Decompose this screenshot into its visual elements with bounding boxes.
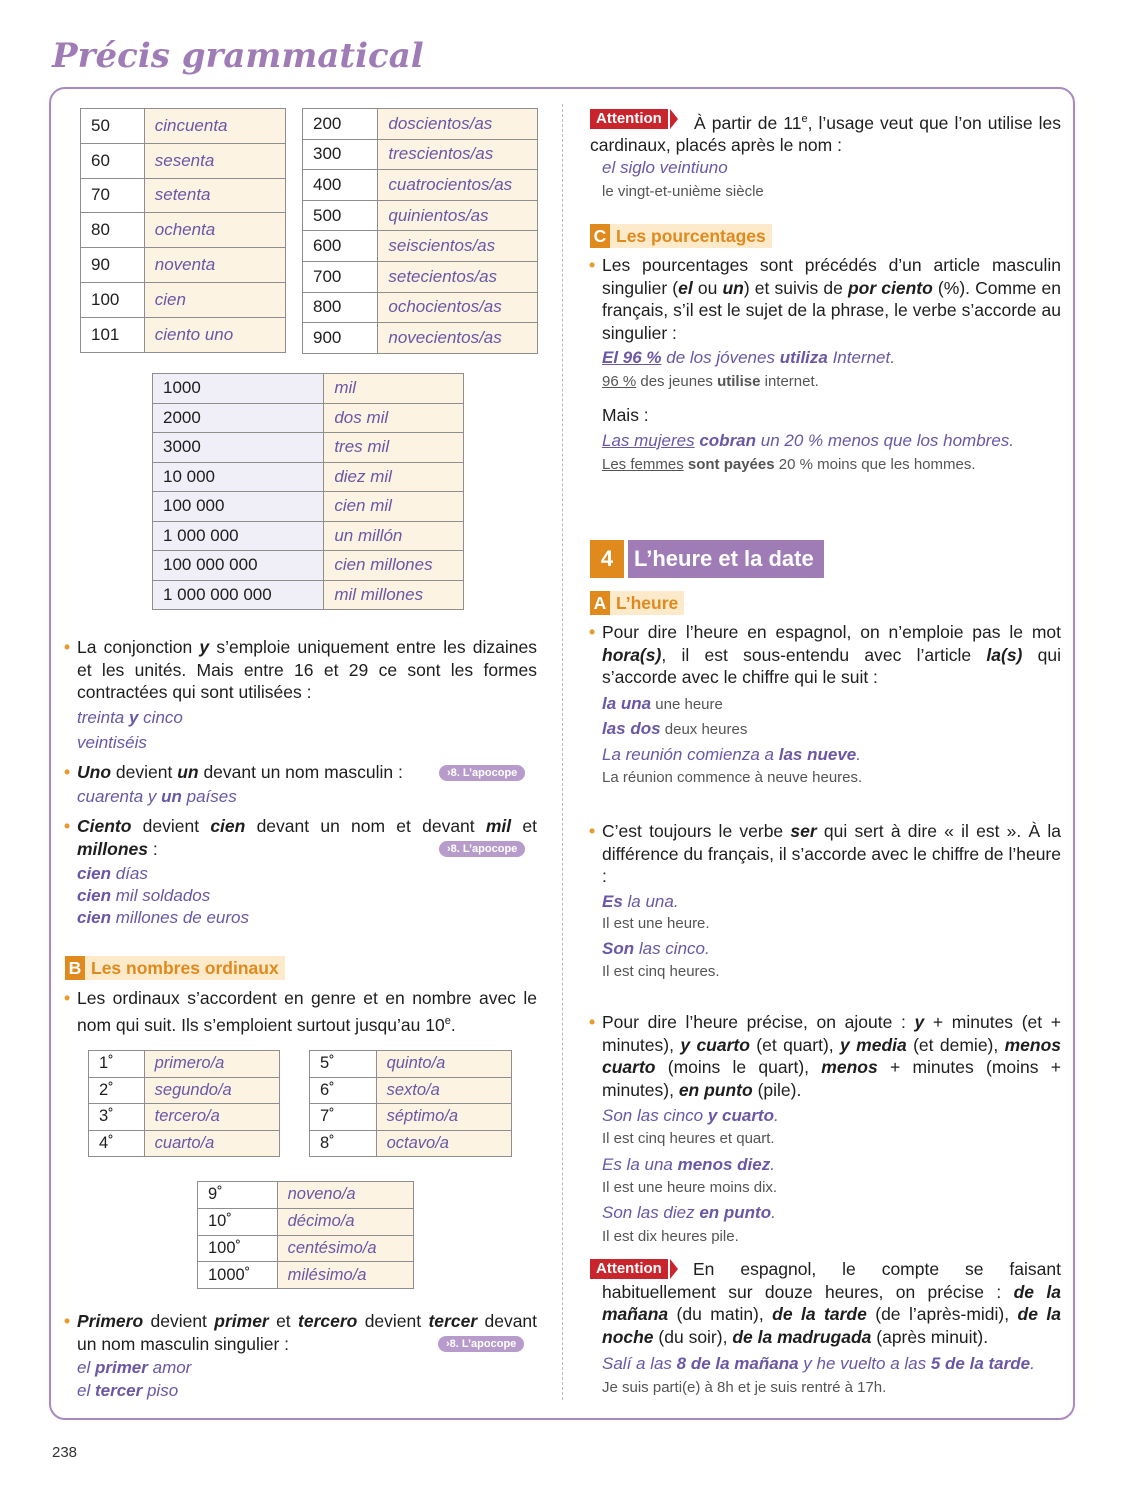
cardinal-table-3 (152, 373, 464, 610)
number-cell: 70 (81, 178, 145, 213)
example: la una une heure (602, 694, 723, 713)
conjunction-rule: • La conjonction y s’emploie uniquement entre les dizaines et les unités. Mais entre 16 et 29 ce sont les formes contractées qui sont utilisées : (77, 636, 537, 704)
number-cell: 2000 (153, 403, 324, 433)
word-cell: décimo/a (277, 1208, 413, 1235)
translation: 96 % des jeunes utilise internet. (602, 373, 819, 390)
word-cell: dos mil (324, 403, 464, 433)
table-row (153, 551, 464, 581)
word-cell: mil (324, 374, 464, 404)
table-row (153, 580, 464, 610)
table-row (303, 261, 538, 292)
table-row (153, 403, 464, 433)
ordinals-heading: B Les nombres ordinaux (65, 956, 285, 980)
attention-label: Attention (590, 109, 678, 129)
number-cell: 8˚ (310, 1130, 377, 1157)
column-divider (562, 104, 563, 1400)
number-cell: 300 (303, 139, 378, 170)
word-cell: mil millones (324, 580, 464, 610)
word-cell: quinto/a (376, 1051, 511, 1078)
attention-label: Attention (590, 1259, 678, 1279)
number-cell: 1 000 000 (153, 521, 324, 551)
example: El 96 % de los jóvenes utiliza Internet. (602, 348, 895, 367)
example: Es la una. (602, 892, 679, 911)
example: La reunión comienza a las nueve. (602, 745, 861, 764)
table-row (310, 1130, 512, 1157)
table-row (81, 213, 286, 248)
ordinal-table-1 (88, 1050, 280, 1157)
translation: La réunion commence à neuve heures. (602, 769, 863, 786)
number-cell: 700 (303, 261, 378, 292)
table-row (89, 1130, 280, 1157)
number-cell: 60 (81, 143, 145, 178)
word-cell: setecientos/as (378, 261, 538, 292)
word-cell: setenta (144, 178, 285, 213)
example: cien días (77, 864, 148, 883)
translation: Il est dix heures pile. (602, 1228, 739, 1245)
table-row (303, 139, 538, 170)
ordinal-table-2 (309, 1050, 512, 1157)
page-number: 238 (52, 1444, 78, 1461)
ordinal-table-3 (197, 1181, 414, 1289)
number-cell: 80 (81, 213, 145, 248)
number-cell: 2˚ (89, 1077, 145, 1104)
percentages-rule: • Les pourcentages sont précédés d’un article masculin singulier (el ou un) et suivis de por ciento (%). Comme en français, s’il est le sujet de la phrase, le verbe s’accorde au singulier : (602, 254, 1061, 344)
example: cien millones de euros (77, 908, 249, 927)
number-cell: 4˚ (89, 1130, 145, 1157)
word-cell: cincuenta (144, 109, 285, 144)
attention-ordinals-note: À partir de 11e, l’usage veut que l’on utilise les cardinaux, placés après le nom : (590, 112, 1062, 156)
word-cell: noveno/a (277, 1182, 413, 1209)
number-cell: 900 (303, 323, 378, 354)
number-cell: 5˚ (310, 1051, 377, 1078)
word-cell: doscientos/as (378, 109, 538, 140)
number-cell: 3˚ (89, 1104, 145, 1131)
translation: Il est cinq heures. (602, 963, 720, 980)
table-row (153, 433, 464, 463)
table-row (198, 1235, 414, 1262)
example: Es la una menos diez. (602, 1155, 775, 1174)
table-row (310, 1104, 512, 1131)
apocope-reference-badge[interactable]: ›8. L’apocope (438, 1336, 524, 1352)
word-cell: cuarto/a (144, 1130, 279, 1157)
table-row (303, 109, 538, 140)
number-cell: 7˚ (310, 1104, 377, 1131)
apocope-reference-badge[interactable]: ›8. L’apocope (439, 841, 525, 857)
section-4-heading: 4 L’heure et la date (590, 540, 824, 578)
word-cell: ochenta (144, 213, 285, 248)
page-title: Précis grammatical (52, 36, 424, 76)
cardinal-table-1 (80, 108, 286, 353)
translation: le vingt-et-unième siècle (602, 183, 764, 200)
translation: Il est cinq heures et quart. (602, 1130, 775, 1147)
mais-label: Mais : (602, 405, 649, 425)
example: Salí a las 8 de la mañana y he vuelto a las 5 de la tarde. (602, 1354, 1035, 1373)
table-row (153, 462, 464, 492)
table-row (198, 1182, 414, 1209)
word-cell: noventa (144, 248, 285, 283)
example: el tercer piso (77, 1381, 179, 1400)
table-row (303, 292, 538, 323)
word-cell: tercero/a (144, 1104, 279, 1131)
table-row (81, 282, 286, 317)
word-cell: cien millones (324, 551, 464, 581)
number-cell: 10 000 (153, 462, 324, 492)
word-cell: sesenta (144, 143, 285, 178)
table-row (153, 492, 464, 522)
ciento-rule: • Ciento devient cien devant un nom et devant mil et millones : (77, 815, 537, 860)
number-cell: 800 (303, 292, 378, 323)
word-cell: tres mil (324, 433, 464, 463)
word-cell: cuatrocientos/as (378, 170, 538, 201)
number-cell: 100 000 000 (153, 551, 324, 581)
number-cell: 600 (303, 231, 378, 262)
word-cell: un millón (324, 521, 464, 551)
word-cell: seiscientos/as (378, 231, 538, 262)
number-cell: 3000 (153, 433, 324, 463)
example: cien mil soldados (77, 886, 211, 905)
table-row (303, 200, 538, 231)
attention-twelve-hour-note: En espagnol, le compte se faisant habituellement sur douze heures, on précise : de la mañana (du matin), de la tarde (de l’après-midi), de la noche (du soir), de la madrugada (après minuit). (602, 1259, 1061, 1347)
number-cell: 1000˚ (198, 1262, 278, 1289)
table-row (89, 1104, 280, 1131)
example: cuarenta y un países (77, 787, 237, 806)
number-cell: 500 (303, 200, 378, 231)
number-cell: 10˚ (198, 1208, 278, 1235)
number-cell: 1000 (153, 374, 324, 404)
table-row (303, 170, 538, 201)
word-cell: quinientos/as (378, 200, 538, 231)
table-row (81, 317, 286, 352)
word-cell: novecientos/as (378, 323, 538, 354)
example: veintiséis (77, 733, 147, 752)
example: Son las cinco y cuarto. (602, 1106, 779, 1125)
word-cell: diez mil (324, 462, 464, 492)
hour-rule-1: • Pour dire l’heure en espagnol, on n’emploie pas le mot hora(s), il est sous-entendu avec l’article la(s) qui s’accorde avec le chiffre qui le suit : (602, 621, 1061, 689)
number-cell: 101 (81, 317, 145, 352)
number-cell: 100 000 (153, 492, 324, 522)
number-cell: 6˚ (310, 1077, 377, 1104)
word-cell: ciento uno (144, 317, 285, 352)
percentages-heading: C Les pourcentages (590, 224, 772, 248)
translation: Je suis parti(e) à 8h et je suis rentré à 17h. (602, 1379, 887, 1396)
word-cell: trescientos/as (378, 139, 538, 170)
example: el primer amor (77, 1358, 192, 1377)
word-cell: séptimo/a (376, 1104, 511, 1131)
translation: Il est une heure moins dix. (602, 1179, 778, 1196)
table-row (81, 178, 286, 213)
number-cell: 9˚ (198, 1182, 278, 1209)
example: las dos deux heures (602, 719, 748, 738)
table-row (198, 1262, 414, 1289)
number-cell: 1˚ (89, 1051, 145, 1078)
table-row (153, 374, 464, 404)
hour-heading: A L’heure (590, 591, 684, 615)
table-row (81, 109, 286, 144)
example: el siglo veintiuno (602, 158, 728, 177)
table-row (310, 1051, 512, 1078)
table-row (81, 248, 286, 283)
example: Son las cinco. (602, 939, 710, 958)
table-row (89, 1051, 280, 1078)
word-cell: segundo/a (144, 1077, 279, 1104)
word-cell: cien mil (324, 492, 464, 522)
apocope-reference-badge[interactable]: ›8. L’apocope (439, 765, 525, 781)
number-cell: 1 000 000 000 (153, 580, 324, 610)
table-row (81, 143, 286, 178)
number-cell: 90 (81, 248, 145, 283)
cardinal-table-2 (302, 108, 538, 354)
number-cell: 100 (81, 282, 145, 317)
table-row (89, 1077, 280, 1104)
word-cell: octavo/a (376, 1130, 511, 1157)
word-cell: centésimo/a (277, 1235, 413, 1262)
hour-rule-2: • C’est toujours le verbe ser qui sert à dire « il est ». À la différence du français, il s’accorde avec le chiffre de l’heure : (602, 820, 1061, 888)
table-row (303, 323, 538, 354)
number-cell: 50 (81, 109, 145, 144)
word-cell: ochocientos/as (378, 292, 538, 323)
hour-rule-3: • Pour dire l’heure précise, on ajoute : y + minutes (et + minutes), y cuarto (et quart), y media (et demie), menos cuarto (moins le quart), menos + minutes (moins + minutes), en punto (pile). (602, 1011, 1061, 1101)
number-cell: 400 (303, 170, 378, 201)
number-cell: 100˚ (198, 1235, 278, 1262)
word-cell: primero/a (144, 1051, 279, 1078)
ordinals-rule: • Les ordinaux s’accordent en genre et en nombre avec le nom qui suit. Ils s’emploient surtout jusqu’au 10e. (77, 987, 537, 1036)
translation: Il est une heure. (602, 915, 710, 932)
number-cell: 200 (303, 109, 378, 140)
word-cell: sexto/a (376, 1077, 511, 1104)
uno-rule: • Uno devient un devant un nom masculin : (77, 761, 437, 784)
word-cell: milésimo/a (277, 1262, 413, 1289)
word-cell: cien (144, 282, 285, 317)
table-row (303, 231, 538, 262)
example: treinta y cinco (77, 708, 183, 727)
table-row (153, 521, 464, 551)
example: Son las diez en punto. (602, 1203, 776, 1222)
table-row (198, 1208, 414, 1235)
translation: Les femmes sont payées 20 % moins que les hommes. (602, 456, 976, 473)
example: Las mujeres cobran un 20 % menos que los hombres. (602, 431, 1015, 450)
primero-rule: • Primero devient primer et tercero devient tercer devant un nom masculin singulier : (77, 1310, 537, 1355)
table-row (310, 1077, 512, 1104)
